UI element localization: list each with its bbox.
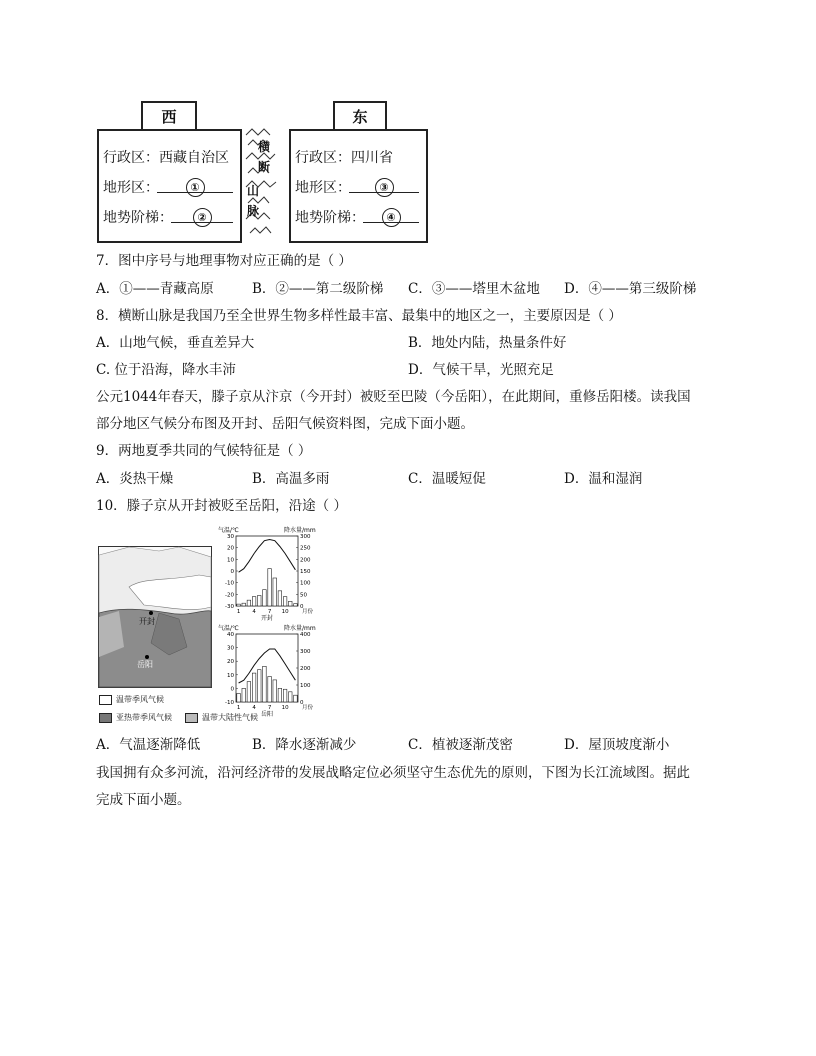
yueyang-month-tick: 1	[236, 705, 241, 711]
q7-option-d: D．④——第三级阶梯	[564, 281, 697, 297]
kaifeng-precip-tick: 50	[300, 592, 307, 599]
mountain-char-4: 脉	[246, 204, 259, 218]
mark-1: ①	[186, 178, 205, 197]
kaifeng-city-label: 开封	[260, 615, 274, 622]
yueyang-precip-bar	[252, 673, 256, 702]
q8-stem: 8．横断山脉是我国乃至全世界生物多样性最丰富、最集中的地区之一，主要原因是（ ）	[96, 308, 622, 324]
kaifeng-temp-tick: 20	[227, 545, 234, 552]
yueyang-precip-bar	[257, 670, 261, 702]
yueyang-precip-label: 降水量/mm	[284, 625, 316, 632]
q9-stem: 9．两地夏季共同的气候特征是（ ）	[96, 443, 312, 459]
q9-option-a: A．炎热干燥	[96, 471, 174, 487]
map-shapes	[99, 547, 211, 687]
kaifeng-month-tick: 10	[281, 609, 289, 615]
kaifeng-precip-bar	[288, 601, 292, 606]
legend-label-1: 温带季风气候	[116, 695, 164, 704]
yueyang-city-label: 岳阳	[260, 711, 274, 718]
kaifeng-temp-tick: -10	[225, 580, 234, 587]
yueyang-month-tick: 4	[252, 705, 256, 711]
q9-option-c: C．温暖短促	[408, 471, 486, 487]
mountain-char-1: 横	[257, 140, 270, 154]
kaifeng-precip-bar	[268, 569, 272, 606]
kaifeng-precip-bar	[294, 604, 298, 606]
q9-option-d: D．温和湿润	[564, 471, 643, 487]
kaifeng-month-tick: 7	[267, 609, 272, 615]
kaifeng-precip-bar	[263, 590, 267, 606]
q7-option-b: B．②——第二级阶梯	[252, 281, 384, 297]
kaifeng-precip-bar	[247, 600, 251, 606]
kaifeng-precip-bar	[237, 604, 241, 606]
mountain-char-2: 断	[257, 160, 270, 174]
west-step-blank	[171, 206, 233, 223]
yueyang-temp-line	[239, 649, 296, 683]
climate-charts	[218, 524, 328, 718]
q10-stem: 10．滕子京从开封被贬至岳阳，沿途（ ）	[96, 498, 347, 514]
map-label-yueyang: 岳阳	[137, 660, 153, 669]
yueyang-temp-tick: 20	[227, 659, 234, 666]
q10-option-a: A．气温逐渐降低	[96, 737, 201, 753]
legend-subtropical-monsoon	[99, 712, 172, 723]
kaifeng-temp-tick: 0	[230, 569, 234, 575]
q8-option-a: A．山地气候，垂直差异大	[96, 335, 255, 351]
yueyang-precip-tick: 0	[300, 700, 304, 706]
east-step-blank	[363, 206, 419, 223]
climate-map	[98, 546, 212, 688]
yueyang-precip-tick: 400	[300, 632, 311, 638]
legend-label-2: 亚热带季风气候	[116, 713, 172, 722]
kaifeng-precip-bar	[252, 597, 256, 606]
mark-2: ②	[193, 208, 212, 227]
q8-option-c: C. 位于沿海，降水丰沛	[96, 362, 236, 378]
mark-3: ③	[375, 178, 394, 197]
q10-option-c: C．植被逐渐茂密	[408, 737, 513, 753]
kaifeng-precip-bar	[273, 578, 277, 606]
legend-label-3: 温带大陆性气候	[202, 713, 258, 722]
map-label-kaifeng: 开封	[139, 617, 155, 626]
kaifeng-month-unit: 月份	[302, 609, 314, 615]
yueyang-temp-label: 气温/℃	[218, 625, 239, 632]
yueyang-temp-tick: 30	[227, 645, 234, 652]
yueyang-precip-tick: 100	[300, 683, 311, 689]
yueyang-precip-bar	[263, 666, 267, 702]
q10-option-b: B．降水逐渐减少	[252, 737, 357, 753]
yueyang-precip-bar	[283, 689, 287, 702]
yueyang-precip-bar	[247, 682, 251, 702]
yueyang-precip-bar	[278, 688, 282, 702]
kaifeng-temp-line	[239, 540, 296, 573]
passage1-line1: 公元1044年春天，滕子京从汴京（今开封）被贬至巴陵（今岳阳），在此期间，重修岳阳楼。读我国	[96, 389, 691, 405]
kaifeng-precip-tick: 300	[300, 534, 311, 540]
kaifeng-month-tick: 4	[252, 609, 256, 615]
kaifeng-precip-bar	[257, 596, 261, 607]
east-step-label: 地势阶梯：	[295, 210, 365, 226]
q10-option-d: D．屋顶坡度渐小	[564, 737, 670, 753]
yueyang-month-unit: 月份	[302, 705, 314, 711]
east-terrain-label: 地形区：	[295, 180, 351, 196]
east-terrain-blank	[349, 176, 419, 193]
east-admin: 行政区：四川省	[295, 150, 393, 166]
yueyang-temp-tick: 0	[230, 686, 234, 693]
yueyang-month-tick: 10	[281, 705, 289, 711]
mark-4: ④	[382, 208, 401, 227]
west-step-label: 地势阶梯：	[103, 210, 173, 226]
kaifeng-frame	[236, 536, 298, 606]
east-header: 东	[333, 101, 387, 133]
legend-swatch-1	[99, 695, 112, 705]
kaifeng-temp-tick: -30	[225, 604, 234, 610]
west-box	[97, 129, 242, 243]
yueyang-precip-bar	[268, 677, 272, 703]
kaifeng-temp-tick: 30	[227, 534, 234, 540]
passage2-line1: 我国拥有众多河流，沿河经济带的发展战略定位必须坚守生态优先的原则，下图为长江流域图。据此	[96, 765, 690, 781]
q8-option-b: B．地处内陆，热量条件好	[408, 335, 567, 351]
kaifeng-month-tick: 1	[236, 609, 241, 615]
kaifeng-temp-tick: -20	[225, 592, 234, 599]
yueyang-precip-bar	[273, 680, 277, 702]
kaifeng-temp-label: 气温/℃	[218, 527, 239, 534]
passage1-line2: 部分地区气候分布图及开封、岳阳气候资料图，完成下面小题。	[96, 416, 474, 432]
kaifeng-precip-tick: 200	[300, 557, 311, 564]
yueyang-precip-bar	[242, 688, 246, 702]
yueyang-temp-tick: 40	[227, 632, 234, 638]
kaifeng-precip-bar	[283, 597, 287, 606]
yueyang-precip-bar	[237, 694, 241, 703]
yueyang-temp-tick: 10	[227, 672, 234, 679]
kaifeng-precip-tick: 100	[300, 580, 311, 587]
legend-temperate-monsoon	[99, 694, 164, 705]
q7-option-a: A．①——青藏高原	[96, 281, 214, 297]
west-terrain-blank	[157, 176, 233, 193]
passage2-line2: 完成下面小题。	[96, 792, 191, 808]
yueyang-precip-bar	[288, 692, 292, 702]
west-admin: 行政区：西藏自治区	[103, 150, 229, 166]
yueyang-precip-tick: 200	[300, 666, 311, 672]
legend-swatch-2	[99, 713, 112, 723]
yueyang-precip-tick: 300	[300, 649, 311, 655]
kaifeng-precip-tick: 250	[300, 545, 311, 552]
west-terrain-label: 地形区：	[103, 180, 159, 196]
q9-option-b: B．高温多雨	[252, 471, 330, 487]
mountain-char-3: 山	[246, 184, 259, 198]
yueyang-temp-tick: -10	[225, 700, 234, 706]
kaifeng-precip-label: 降水量/mm	[284, 527, 316, 534]
west-header: 西	[141, 101, 197, 133]
kaifeng-precip-bar	[242, 603, 246, 606]
kaifeng-precip-tick: 150	[300, 569, 311, 575]
q8-option-d: D．气候干旱，光照充足	[408, 362, 554, 378]
east-box	[289, 129, 428, 243]
q7-option-c: C．③——塔里木盆地	[408, 281, 540, 297]
kaifeng-temp-tick: 10	[227, 557, 234, 564]
q7-stem: 7．图中序号与地理事物对应正确的是（ ）	[96, 253, 352, 269]
kaifeng-precip-bar	[278, 591, 282, 606]
kaifeng-precip-tick: 0	[300, 604, 304, 610]
yueyang-month-tick: 7	[267, 705, 272, 711]
yueyang-precip-bar	[294, 695, 298, 702]
legend-swatch-3	[185, 713, 198, 723]
